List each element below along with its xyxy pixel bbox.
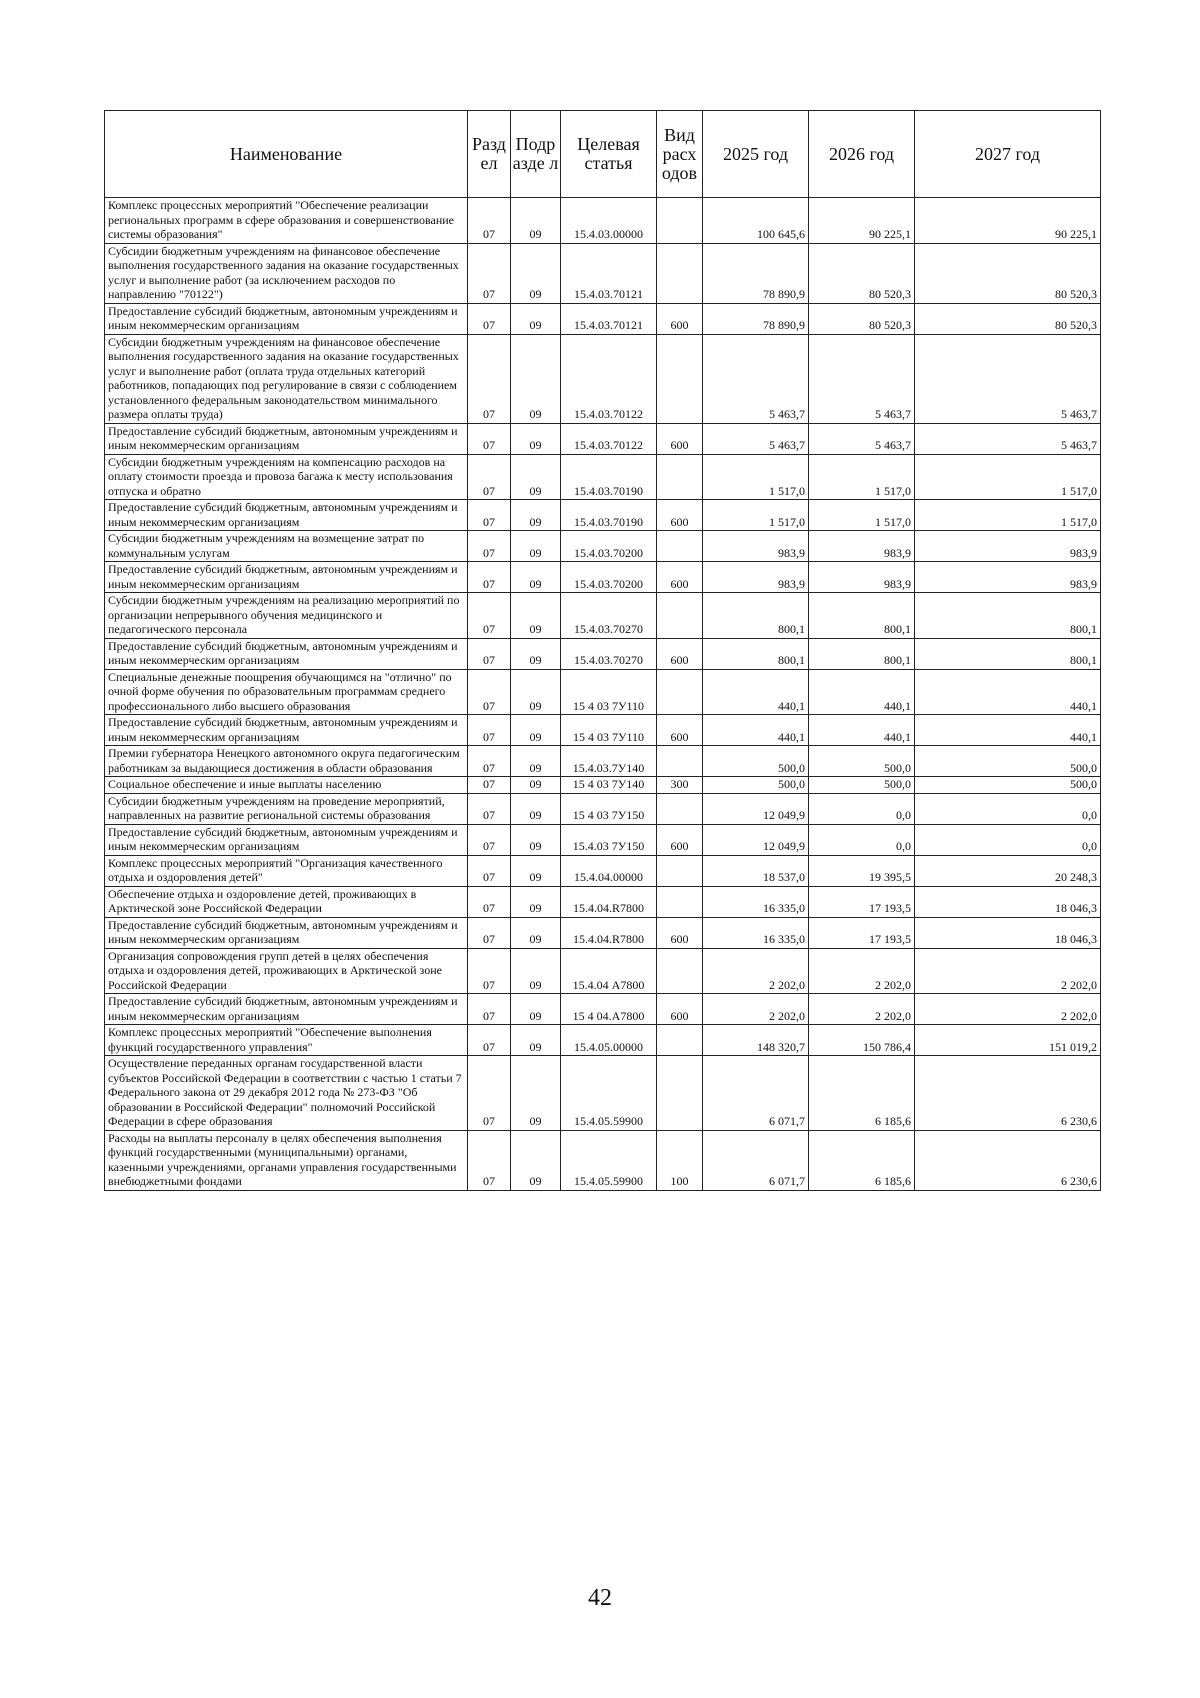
row-subsection: 09 bbox=[511, 562, 561, 593]
row-value-2027: 500,0 bbox=[915, 746, 1101, 777]
row-value-2027: 18 046,3 bbox=[915, 917, 1101, 948]
row-subsection: 09 bbox=[511, 855, 561, 886]
row-value-2027: 0,0 bbox=[915, 793, 1101, 824]
row-section: 07 bbox=[468, 1130, 511, 1190]
row-target-article: 15.4.03.70200 bbox=[561, 562, 657, 593]
row-section: 07 bbox=[468, 917, 511, 948]
row-value-2026: 5 463,7 bbox=[809, 423, 915, 454]
row-target-article: 15.4.03.70121 bbox=[561, 243, 657, 303]
row-section: 07 bbox=[468, 593, 511, 639]
row-value-2027: 0,0 bbox=[915, 824, 1101, 855]
row-name: Предоставление субсидий бюджетным, автономным учреждениям и иным некоммерческим организациям bbox=[105, 917, 468, 948]
table-row bbox=[105, 198, 1101, 244]
row-subsection: 09 bbox=[511, 593, 561, 639]
row-value-2027: 80 520,3 bbox=[915, 243, 1101, 303]
row-value-2027: 983,9 bbox=[915, 562, 1101, 593]
row-subsection: 09 bbox=[511, 886, 561, 917]
row-name: Социальное обеспечение и иные выплаты населению bbox=[105, 777, 468, 794]
table-row bbox=[105, 334, 1101, 423]
row-target-article: 15.4.03.70190 bbox=[561, 500, 657, 531]
row-target-article: 15.4.05.59900 bbox=[561, 1056, 657, 1131]
row-expense-type bbox=[657, 593, 703, 639]
row-value-2025: 18 537,0 bbox=[703, 855, 809, 886]
row-subsection: 09 bbox=[511, 423, 561, 454]
row-value-2026: 800,1 bbox=[809, 593, 915, 639]
header-target-article: Целевая статья bbox=[561, 111, 657, 198]
row-expense-type bbox=[657, 334, 703, 423]
row-subsection: 09 bbox=[511, 917, 561, 948]
row-value-2027: 151 019,2 bbox=[915, 1025, 1101, 1056]
row-value-2025: 2 202,0 bbox=[703, 994, 809, 1025]
row-name: Предоставление субсидий бюджетным, автономным учреждениям и иным некоммерческим организациям bbox=[105, 824, 468, 855]
row-value-2026: 6 185,6 bbox=[809, 1130, 915, 1190]
row-value-2027: 20 248,3 bbox=[915, 855, 1101, 886]
row-target-article: 15 4 03 7У110 bbox=[561, 715, 657, 746]
row-target-article: 15.4.04 А7800 bbox=[561, 948, 657, 994]
row-section: 07 bbox=[468, 638, 511, 669]
row-value-2025: 78 890,9 bbox=[703, 243, 809, 303]
row-section: 07 bbox=[468, 334, 511, 423]
row-target-article: 15.4.03 7У150 bbox=[561, 824, 657, 855]
row-target-article: 15.4.04.R7800 bbox=[561, 886, 657, 917]
row-expense-type: 300 bbox=[657, 777, 703, 794]
row-name: Субсидии бюджетным учреждениям на реализацию мероприятий по организации непрерывного обучения медицинского и педагогического персонала bbox=[105, 593, 468, 639]
table-row bbox=[105, 454, 1101, 500]
row-value-2026: 1 517,0 bbox=[809, 500, 915, 531]
row-expense-type: 100 bbox=[657, 1130, 703, 1190]
row-target-article: 15 4 03 7У110 bbox=[561, 669, 657, 715]
row-target-article: 15.4.03.70121 bbox=[561, 303, 657, 334]
row-value-2025: 500,0 bbox=[703, 746, 809, 777]
table-row bbox=[105, 948, 1101, 994]
row-section: 07 bbox=[468, 1025, 511, 1056]
row-value-2027: 983,9 bbox=[915, 531, 1101, 562]
row-value-2027: 800,1 bbox=[915, 638, 1101, 669]
row-section: 07 bbox=[468, 855, 511, 886]
row-value-2027: 440,1 bbox=[915, 669, 1101, 715]
row-value-2026: 440,1 bbox=[809, 715, 915, 746]
row-value-2025: 6 071,7 bbox=[703, 1130, 809, 1190]
header-section: Разд ел bbox=[468, 111, 511, 198]
row-value-2027: 6 230,6 bbox=[915, 1130, 1101, 1190]
row-value-2027: 5 463,7 bbox=[915, 423, 1101, 454]
row-target-article: 15.4.03.00000 bbox=[561, 198, 657, 244]
row-value-2026: 17 193,5 bbox=[809, 917, 915, 948]
row-subsection: 09 bbox=[511, 198, 561, 244]
table-row bbox=[105, 746, 1101, 777]
row-name: Организация сопровождения групп детей в целях обеспечения отдыха и оздоровления детей, проживающих в Арктической зоне Российской Федерации bbox=[105, 948, 468, 994]
row-target-article: 15.4.05.59900 bbox=[561, 1130, 657, 1190]
table-body bbox=[105, 198, 1101, 1191]
row-expense-type bbox=[657, 198, 703, 244]
row-target-article: 15.4.03.70200 bbox=[561, 531, 657, 562]
row-expense-type bbox=[657, 948, 703, 994]
row-expense-type: 600 bbox=[657, 303, 703, 334]
row-name: Субсидии бюджетным учреждениям на компенсацию расходов на оплату стоимости проезда и провоза багажа к месту использования отпуска и обратно bbox=[105, 454, 468, 500]
row-value-2026: 150 786,4 bbox=[809, 1025, 915, 1056]
row-expense-type bbox=[657, 855, 703, 886]
row-section: 07 bbox=[468, 198, 511, 244]
row-value-2026: 500,0 bbox=[809, 746, 915, 777]
row-value-2025: 6 071,7 bbox=[703, 1056, 809, 1131]
table-row bbox=[105, 638, 1101, 669]
row-target-article: 15.4.03.7У140 bbox=[561, 746, 657, 777]
row-value-2026: 6 185,6 bbox=[809, 1056, 915, 1131]
table-row bbox=[105, 531, 1101, 562]
row-name: Обеспечение отдыха и оздоровление детей, проживающих в Арктической зоне Российской Федерации bbox=[105, 886, 468, 917]
header-year-2026: 2026 год bbox=[809, 111, 915, 198]
row-expense-type: 600 bbox=[657, 500, 703, 531]
row-value-2026: 80 520,3 bbox=[809, 243, 915, 303]
row-expense-type bbox=[657, 1056, 703, 1131]
row-value-2027: 500,0 bbox=[915, 777, 1101, 794]
row-subsection: 09 bbox=[511, 243, 561, 303]
header-name: Наименование bbox=[105, 111, 468, 198]
row-value-2027: 6 230,6 bbox=[915, 1056, 1101, 1131]
row-value-2027: 18 046,3 bbox=[915, 886, 1101, 917]
row-value-2027: 2 202,0 bbox=[915, 994, 1101, 1025]
row-expense-type bbox=[657, 793, 703, 824]
row-expense-type: 600 bbox=[657, 994, 703, 1025]
row-section: 07 bbox=[468, 500, 511, 531]
row-subsection: 09 bbox=[511, 500, 561, 531]
row-value-2026: 2 202,0 bbox=[809, 994, 915, 1025]
table-row bbox=[105, 1056, 1101, 1131]
row-section: 07 bbox=[468, 777, 511, 794]
row-section: 07 bbox=[468, 243, 511, 303]
row-expense-type: 600 bbox=[657, 423, 703, 454]
row-value-2025: 16 335,0 bbox=[703, 917, 809, 948]
table-row bbox=[105, 994, 1101, 1025]
row-expense-type: 600 bbox=[657, 562, 703, 593]
table-row bbox=[105, 1025, 1101, 1056]
row-target-article: 15.4.04.R7800 bbox=[561, 917, 657, 948]
table-row bbox=[105, 500, 1101, 531]
row-section: 07 bbox=[468, 824, 511, 855]
row-section: 07 bbox=[468, 793, 511, 824]
row-subsection: 09 bbox=[511, 334, 561, 423]
row-name: Предоставление субсидий бюджетным, автономным учреждениям и иным некоммерческим организациям bbox=[105, 500, 468, 531]
row-expense-type bbox=[657, 746, 703, 777]
row-value-2025: 983,9 bbox=[703, 531, 809, 562]
header-year-2025: 2025 год bbox=[703, 111, 809, 198]
row-expense-type: 600 bbox=[657, 715, 703, 746]
row-value-2027: 90 225,1 bbox=[915, 198, 1101, 244]
row-section: 07 bbox=[468, 531, 511, 562]
row-section: 07 bbox=[468, 454, 511, 500]
row-value-2026: 500,0 bbox=[809, 777, 915, 794]
row-subsection: 09 bbox=[511, 303, 561, 334]
row-value-2025: 5 463,7 bbox=[703, 334, 809, 423]
row-value-2027: 1 517,0 bbox=[915, 500, 1101, 531]
row-name: Премии губернатора Ненецкого автономного округа педагогическим работникам за выдающиеся достижения в области образования bbox=[105, 746, 468, 777]
row-expense-type bbox=[657, 1025, 703, 1056]
row-expense-type bbox=[657, 243, 703, 303]
row-value-2025: 12 049,9 bbox=[703, 793, 809, 824]
row-target-article: 15.4.04.00000 bbox=[561, 855, 657, 886]
row-value-2026: 19 395,5 bbox=[809, 855, 915, 886]
row-value-2026: 80 520,3 bbox=[809, 303, 915, 334]
row-expense-type bbox=[657, 454, 703, 500]
table-row bbox=[105, 855, 1101, 886]
row-value-2026: 440,1 bbox=[809, 669, 915, 715]
row-subsection: 09 bbox=[511, 454, 561, 500]
page-number: 42 bbox=[588, 1585, 612, 1611]
row-value-2027: 1 517,0 bbox=[915, 454, 1101, 500]
row-name: Предоставление субсидий бюджетным, автономным учреждениям и иным некоммерческим организациям bbox=[105, 423, 468, 454]
row-value-2026: 800,1 bbox=[809, 638, 915, 669]
row-value-2025: 983,9 bbox=[703, 562, 809, 593]
row-name: Комплекс процессных мероприятий "Обеспечение выполнения функций государственного управления" bbox=[105, 1025, 468, 1056]
row-subsection: 09 bbox=[511, 669, 561, 715]
row-value-2025: 78 890,9 bbox=[703, 303, 809, 334]
row-value-2025: 100 645,6 bbox=[703, 198, 809, 244]
row-section: 07 bbox=[468, 994, 511, 1025]
row-value-2026: 0,0 bbox=[809, 793, 915, 824]
row-section: 07 bbox=[468, 948, 511, 994]
row-target-article: 15.4.03.70122 bbox=[561, 423, 657, 454]
header-year-2027: 2027 год bbox=[915, 111, 1101, 198]
row-subsection: 09 bbox=[511, 746, 561, 777]
row-target-article: 15 4 04.А7800 bbox=[561, 994, 657, 1025]
row-value-2026: 5 463,7 bbox=[809, 334, 915, 423]
row-value-2026: 90 225,1 bbox=[809, 198, 915, 244]
table-row bbox=[105, 303, 1101, 334]
row-target-article: 15.4.03.70270 bbox=[561, 593, 657, 639]
row-value-2026: 0,0 bbox=[809, 824, 915, 855]
row-section: 07 bbox=[468, 669, 511, 715]
row-section: 07 bbox=[468, 886, 511, 917]
table-row bbox=[105, 1130, 1101, 1190]
table-row bbox=[105, 886, 1101, 917]
row-target-article: 15 4 03 7У140 bbox=[561, 777, 657, 794]
table-row bbox=[105, 593, 1101, 639]
row-name: Предоставление субсидий бюджетным, автономным учреждениям и иным некоммерческим организациям bbox=[105, 715, 468, 746]
row-value-2027: 800,1 bbox=[915, 593, 1101, 639]
row-name: Субсидии бюджетным учреждениям на возмещение затрат по коммунальным услугам bbox=[105, 531, 468, 562]
row-subsection: 09 bbox=[511, 793, 561, 824]
row-value-2025: 1 517,0 bbox=[703, 500, 809, 531]
table-row bbox=[105, 423, 1101, 454]
table-row bbox=[105, 777, 1101, 794]
row-target-article: 15.4.05.00000 bbox=[561, 1025, 657, 1056]
row-value-2025: 800,1 bbox=[703, 593, 809, 639]
row-name: Субсидии бюджетным учреждениям на финансовое обеспечение выполнения государственного задания на оказание государственных услуг и выполнение работ (оплата труда отдельных категорий работников, попадающих под регулирование в связи с соблюдением установленного федеральным законодательством минимального размера оплаты труда) bbox=[105, 334, 468, 423]
row-subsection: 09 bbox=[511, 1130, 561, 1190]
row-subsection: 09 bbox=[511, 948, 561, 994]
row-value-2025: 16 335,0 bbox=[703, 886, 809, 917]
row-value-2025: 12 049,9 bbox=[703, 824, 809, 855]
header-subsection: Подр азде л bbox=[511, 111, 561, 198]
row-value-2027: 5 463,7 bbox=[915, 334, 1101, 423]
row-target-article: 15.4.03.70122 bbox=[561, 334, 657, 423]
row-value-2027: 2 202,0 bbox=[915, 948, 1101, 994]
row-name: Предоставление субсидий бюджетным, автономным учреждениям и иным некоммерческим организациям bbox=[105, 994, 468, 1025]
table-row bbox=[105, 824, 1101, 855]
row-subsection: 09 bbox=[511, 715, 561, 746]
row-section: 07 bbox=[468, 1056, 511, 1131]
row-subsection: 09 bbox=[511, 1025, 561, 1056]
row-value-2026: 983,9 bbox=[809, 562, 915, 593]
row-name: Субсидии бюджетным учреждениям на финансовое обеспечение выполнения государственного задания на оказание государственных услуг и выполнение работ (за исключением расходов по направлению "70122") bbox=[105, 243, 468, 303]
table-row bbox=[105, 562, 1101, 593]
table-header bbox=[105, 111, 1101, 198]
row-value-2027: 440,1 bbox=[915, 715, 1101, 746]
row-section: 07 bbox=[468, 562, 511, 593]
row-value-2025: 500,0 bbox=[703, 777, 809, 794]
row-subsection: 09 bbox=[511, 994, 561, 1025]
row-subsection: 09 bbox=[511, 824, 561, 855]
row-name: Субсидии бюджетным учреждениям на проведение мероприятий, направленных на развитие региональной системы образования bbox=[105, 793, 468, 824]
row-target-article: 15.4.03.70270 bbox=[561, 638, 657, 669]
row-name: Предоставление субсидий бюджетным, автономным учреждениям и иным некоммерческим организациям bbox=[105, 562, 468, 593]
row-value-2025: 1 517,0 bbox=[703, 454, 809, 500]
row-expense-type: 600 bbox=[657, 917, 703, 948]
row-value-2026: 1 517,0 bbox=[809, 454, 915, 500]
row-target-article: 15.4.03.70190 bbox=[561, 454, 657, 500]
row-section: 07 bbox=[468, 303, 511, 334]
row-section: 07 bbox=[468, 746, 511, 777]
row-value-2025: 2 202,0 bbox=[703, 948, 809, 994]
row-expense-type bbox=[657, 886, 703, 917]
row-value-2026: 2 202,0 bbox=[809, 948, 915, 994]
row-section: 07 bbox=[468, 423, 511, 454]
row-section: 07 bbox=[468, 715, 511, 746]
row-name: Комплекс процессных мероприятий "Организация качественного отдыха и оздоровления детей" bbox=[105, 855, 468, 886]
row-subsection: 09 bbox=[511, 1056, 561, 1131]
row-name: Специальные денежные поощрения обучающимся на "отлично" по очной форме обучения по образовательным программам среднего профессионального либо высшего образования bbox=[105, 669, 468, 715]
table-row bbox=[105, 715, 1101, 746]
row-name: Предоставление субсидий бюджетным, автономным учреждениям и иным некоммерческим организациям bbox=[105, 303, 468, 334]
row-name: Комплекс процессных мероприятий "Обеспечение реализации региональных программ в сфере образования и совершенствование системы образования" bbox=[105, 198, 468, 244]
row-name: Осуществление переданных органам государственной власти субъектов Российской Федерации в соответствии с частью 1 статьи 7 Федерального закона от 29 декабря 2012 года № 273-ФЗ "Об образовании в Российской Федерации" полномочий Российской Федерации в сфере образования bbox=[105, 1056, 468, 1131]
row-subsection: 09 bbox=[511, 777, 561, 794]
table-row bbox=[105, 243, 1101, 303]
row-subsection: 09 bbox=[511, 638, 561, 669]
row-value-2025: 5 463,7 bbox=[703, 423, 809, 454]
row-subsection: 09 bbox=[511, 531, 561, 562]
row-expense-type: 600 bbox=[657, 824, 703, 855]
table-row bbox=[105, 793, 1101, 824]
row-value-2027: 80 520,3 bbox=[915, 303, 1101, 334]
row-value-2026: 17 193,5 bbox=[809, 886, 915, 917]
row-name: Расходы на выплаты персоналу в целях обеспечения выполнения функций государственными (муниципальными) органами, казенными учреждениями, органами управления государственными внебюджетными фондами bbox=[105, 1130, 468, 1190]
row-value-2025: 148 320,7 bbox=[703, 1025, 809, 1056]
row-expense-type: 600 bbox=[657, 638, 703, 669]
header-expense-type: Вид расх одов bbox=[657, 111, 703, 198]
table-row bbox=[105, 669, 1101, 715]
row-value-2025: 440,1 bbox=[703, 715, 809, 746]
budget-table bbox=[104, 110, 1101, 1191]
table-row bbox=[105, 917, 1101, 948]
row-value-2025: 440,1 bbox=[703, 669, 809, 715]
row-name: Предоставление субсидий бюджетным, автономным учреждениям и иным некоммерческим организациям bbox=[105, 638, 468, 669]
row-value-2026: 983,9 bbox=[809, 531, 915, 562]
row-expense-type bbox=[657, 531, 703, 562]
row-expense-type bbox=[657, 669, 703, 715]
row-value-2025: 800,1 bbox=[703, 638, 809, 669]
row-target-article: 15 4 03 7У150 bbox=[561, 793, 657, 824]
